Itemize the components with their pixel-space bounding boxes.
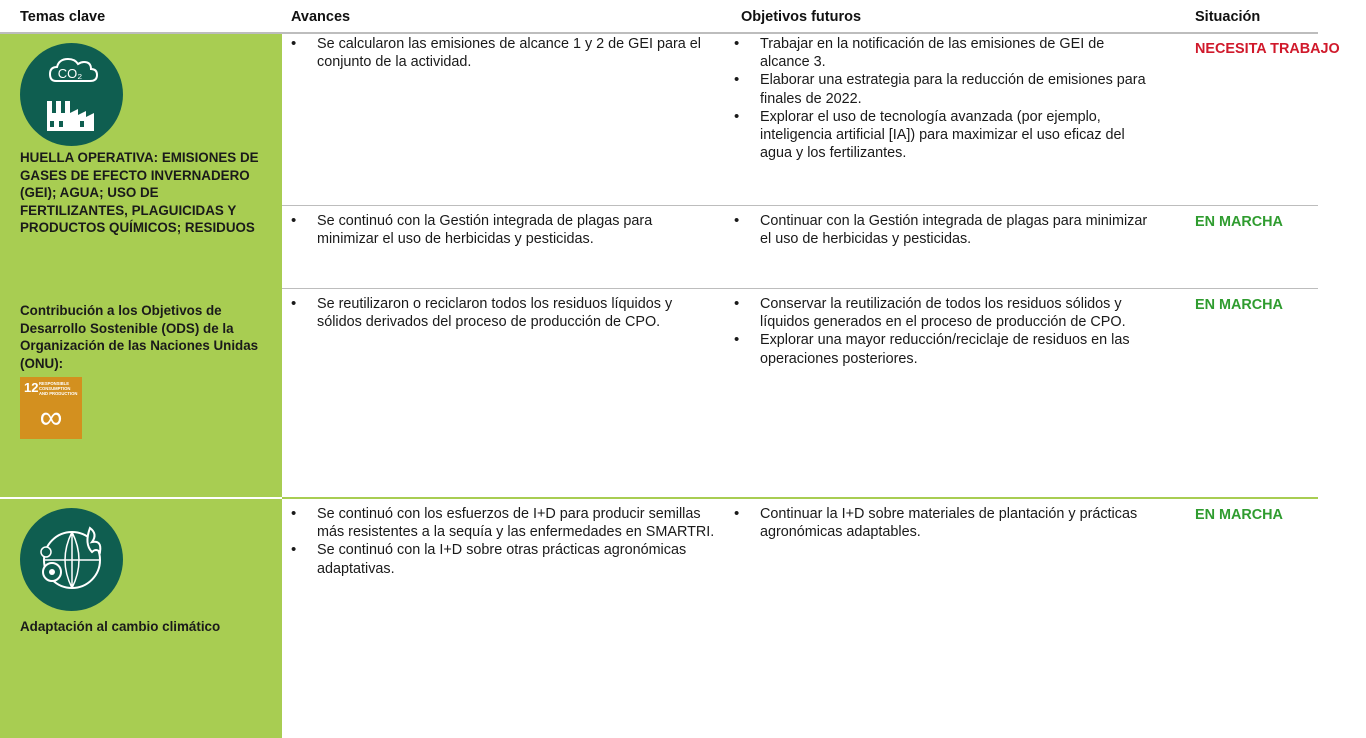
- status-badge: EN MARCHA: [1195, 214, 1283, 230]
- sdg-caption: Contribución a los Objetivos de Desarrollo Sostenible (ODS) de la Organización de las Naciones Unidas (ONU):: [20, 303, 259, 371]
- header-progress: Avances: [291, 9, 351, 25]
- future-item: • Trabajar en la notificación de las emisiones de GEI de alcance 3.: [733, 35, 1153, 71]
- climate-adaptation-icon: [20, 508, 123, 611]
- co2-label: CO₂: [57, 66, 83, 81]
- future-item: • Explorar una mayor reducción/reciclaje de residuos en las operaciones posteriores.: [733, 331, 1153, 367]
- progress-item: • Se continuó con los esfuerzos de I+D para producir semillas más resistentes a la sequía y las enfermedades en SMARTRI.: [290, 505, 715, 541]
- future-item: • Explorar el uso de tecnología avanzada (por ejemplo, inteligencia artificial [IA]) para maximizar el uso eficaz del agua y los fertilizantes.: [733, 108, 1153, 163]
- progress-list-row-3: [290, 295, 715, 331]
- progress-item: • Se continuó con la I+D sobre otras prácticas agronómicas adaptativas.: [290, 541, 715, 577]
- progress-list-row-2: [290, 212, 715, 248]
- future-item: • Continuar con la Gestión integrada de plagas para minimizar el uso de herbicidas y pesticidas.: [733, 212, 1153, 248]
- row-divider: [282, 288, 1318, 289]
- status-badge: EN MARCHA: [1195, 297, 1283, 313]
- sdg-number: 12: [24, 380, 39, 395]
- progress-list-row-1: [290, 35, 715, 71]
- infinity-icon: ∞: [39, 399, 63, 435]
- future-list-row-4: [733, 505, 1153, 541]
- progress-item: • Se continuó con la Gestión integrada de plagas para minimizar el uso de herbicidas y pesticidas.: [290, 212, 715, 248]
- topic-title-operational: HUELLA OPERATIVA: EMISIONES DE GASES DE EFECTO INVERNADERO (GEI); AGUA; USO DE FERTILIZANTES, PLAGUICIDAS Y PRODUCTOS QUÍMICOS; RESIDUOS: [20, 150, 259, 235]
- future-item: • Elaborar una estrategia para la reducción de emisiones para finales de 2022.: [733, 71, 1153, 107]
- progress-item: • Se calcularon las emisiones de alcance 1 y 2 de GEI para el conjunto de la actividad.: [290, 35, 715, 71]
- future-list-row-3: [733, 295, 1153, 368]
- row-divider: [282, 205, 1318, 206]
- section-divider: [282, 497, 1318, 499]
- future-item: • Continuar la I+D sobre materiales de plantación y prácticas agronómicas adaptables.: [733, 505, 1153, 541]
- future-list-row-1: [733, 35, 1153, 162]
- header-future: Objetivos futuros: [741, 9, 862, 25]
- future-item: • Conservar la reutilización de todos los residuos sólidos y líquidos generados en el proceso de producción de CPO.: [733, 295, 1153, 331]
- progress-list-row-4: [290, 505, 715, 578]
- progress-item: • Se reutilizaron o reciclaron todos los residuos líquidos y sólidos derivados del proceso de producción de CPO.: [290, 295, 715, 331]
- sdg-text: RESPONSIBLE CONSUMPTION AND PRODUCTION: [39, 381, 78, 396]
- future-list-row-2: [733, 212, 1153, 248]
- header-status: Situación: [1195, 9, 1261, 25]
- co2-emissions-icon: [20, 43, 123, 146]
- status-badge: NECESITA TRABAJO: [1195, 41, 1340, 57]
- topic-title-climate: Adaptación al cambio climático: [20, 619, 221, 634]
- header-topics: Temas clave: [20, 9, 106, 25]
- status-badge: EN MARCHA: [1195, 507, 1283, 523]
- sdg-12-badge: [20, 377, 82, 439]
